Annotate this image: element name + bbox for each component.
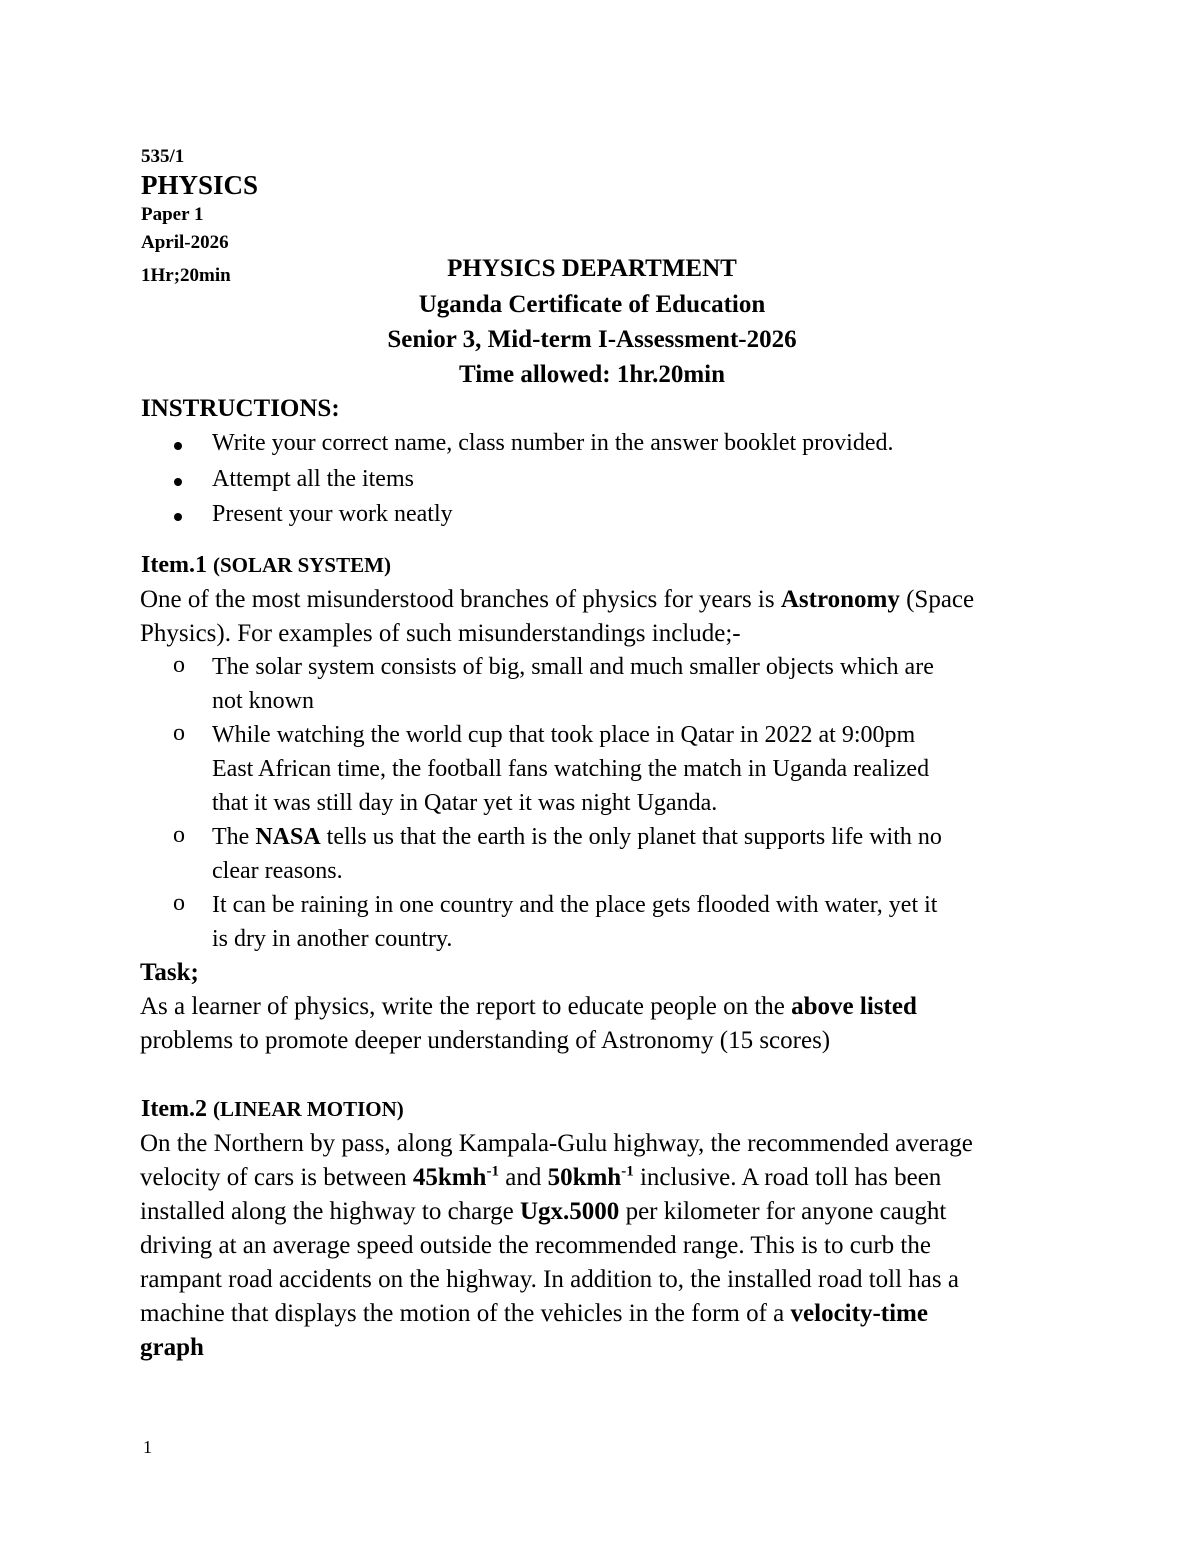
instructions-title: INSTRUCTIONS:: [141, 395, 340, 422]
board-title: Uganda Certificate of Education: [418, 291, 766, 318]
task-line: As a learner of physics, write the report to educate people on the above listed: [140, 993, 917, 1020]
task-heading: Task;: [140, 959, 199, 986]
item2-line: installed along the highway to charge Ugx.5000 per kilometer for anyone caught: [140, 1198, 947, 1225]
exam-page: 535/1 PHYSICS Paper 1 April-2026 1Hr;20min PHYSICS DEPARTMENT Uganda Certificate of Education Senior 3, Mid-term I-Assessment-2026 Time allowed: 1hr.20min INSTRUCTIONS: Write your correct name, class number in the answer booklet provided. Attempt all the items Present your work neatly Item.1 (SOLAR SYSTEM) One of the most misunderstood branches of physics for years is Astronomy (Space Physics). For examples of such misunderstandings include;- o The solar system consists of big, small and much smaller objects which are not known o While watching the world cup that took place in Qatar in 2022 at 9:00pm East African time, the football fans watching the match in Uganda realized that it was still day in Qatar yet it was night Uganda. o The NASA tells us that the earth is the only planet that supports life with no clear reasons. o It can be raining in one country and the place gets flooded with water, yet it is dry in another country. Task; As a learner of physics, write the report to educate people on the above listed problems to promote deeper understanding of Astronomy (15 scores) Item.2 (LINEAR MOTION) On the Northern by pass, along Kampala-Gulu highway, the recommended average velocity of cars is between 45kmh$^{-1}$ and 50kmh$^{-1}$ inclusive. A road toll has been installed along the highway to charge Ugx.5000 per kilometer for anyone caught driving at an average speed outside the recommended range. This is to curb the rampant road accidents on the highway. In addition to, the installed road toll has a machine that displays the motion of the vehicles in the form of a velocity-time graph 1: [0, 0, 1200, 1553]
bullet-circle-icon: o: [173, 720, 185, 746]
item2-line: machine that displays the motion of the vehicles in the form of a velocity-time: [140, 1300, 928, 1327]
item2-heading: Item.2 (LINEAR MOTION): [141, 1096, 404, 1122]
item1-intro-line: Physics). For examples of such misunderstandings include;-: [140, 620, 741, 647]
item2-line: driving at an average speed outside the recommended range. This is to curb the: [140, 1232, 931, 1259]
paper-number: Paper 1: [141, 204, 204, 225]
time-allowed: Time allowed: 1hr.20min: [459, 361, 725, 388]
bullet-dot-icon: [174, 478, 182, 486]
bullet-circle-icon: o: [173, 890, 185, 916]
item2-line: graph: [140, 1334, 204, 1361]
item2-line: On the Northern by pass, along Kampala-Gulu highway, the recommended average: [140, 1130, 973, 1157]
item2-line: velocity of cars is between 45kmh$^{-1}$ and 50kmh$^{-1}$ inclusive. A road toll has been: [140, 1163, 942, 1191]
bullet-circle-icon: o: [173, 822, 185, 848]
bullet-dot-icon: [174, 442, 182, 450]
item2-line: rampant road accidents on the highway. In addition to, the installed road toll has a: [140, 1266, 959, 1293]
subject-title: PHYSICS: [141, 170, 259, 200]
bullet-dot-icon: [174, 513, 182, 521]
paper-code: 535/1: [141, 146, 185, 167]
item1-intro-line: One of the most misunderstood branches of physics for years is Astronomy (Space: [140, 586, 975, 613]
task-line: problems to promote deeper understanding of Astronomy (15 scores): [140, 1027, 831, 1054]
exam-date: April-2026: [141, 232, 229, 253]
department-title: PHYSICS DEPARTMENT: [447, 255, 737, 282]
item1-heading: Item.1 (SOLAR SYSTEM): [141, 552, 391, 578]
page-number: 1: [143, 1437, 152, 1457]
assessment-title: Senior 3, Mid-term I-Assessment-2026: [387, 326, 797, 353]
exam-duration: 1Hr;20min: [141, 265, 231, 286]
bullet-circle-icon: o: [173, 652, 185, 678]
